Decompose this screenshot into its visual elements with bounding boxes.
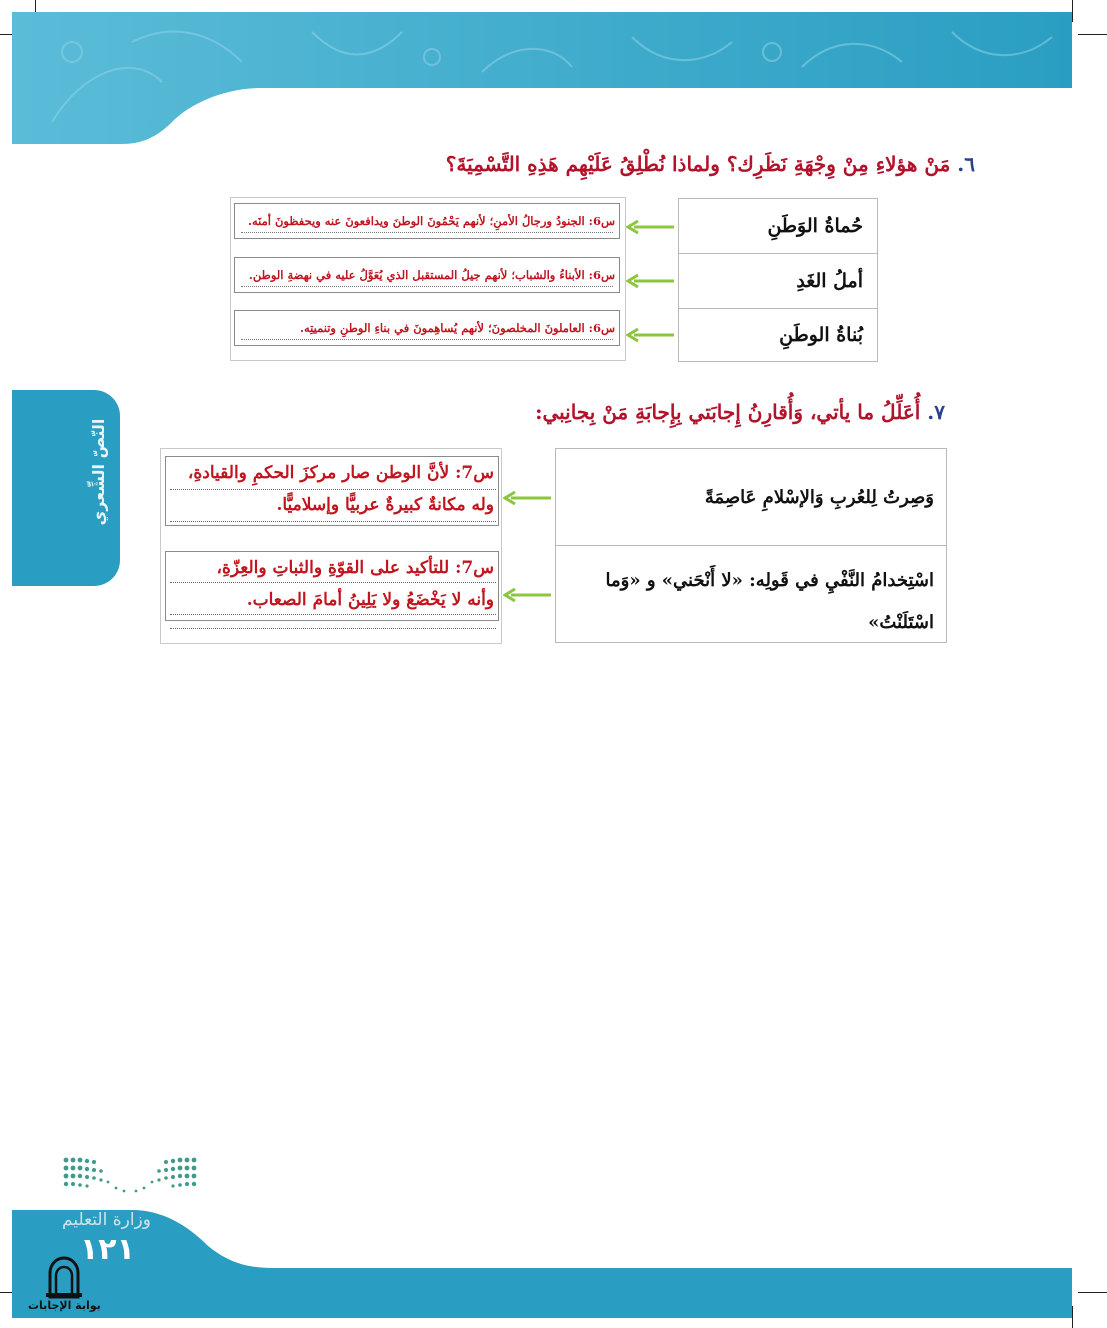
term-label: بُناةُ الوطَنِ <box>779 324 863 346</box>
term-cell <box>678 253 878 309</box>
arrow-left-icon <box>503 491 553 505</box>
portal-label: بوابة الإجابات <box>28 1299 101 1312</box>
term-label: وَصِرتُ لِلعُربِ وَالإسْلامِ عَاصِمَةً <box>704 486 934 508</box>
question-7-heading <box>535 400 945 424</box>
term-cell <box>555 448 947 546</box>
crop-mark <box>1078 34 1107 35</box>
portal-logo-icon <box>42 1255 86 1299</box>
dotted-line <box>170 582 496 583</box>
header-band <box>12 12 1072 144</box>
term-label: اسْتَلَنْتُ» <box>868 612 934 633</box>
question-text: أُعَلِّلُ ما يأتي، وَأُقارِنُ إِجابَتي بِإِجابَةِ مَنْ بِجانِبي: <box>535 400 921 424</box>
question-6-heading <box>446 152 975 176</box>
term-cell <box>555 545 947 643</box>
dotted-line <box>170 614 496 615</box>
term-label: حُماةُ الوَطَنِ <box>767 215 863 237</box>
answer-line: وله مكانةٌ كبيرةٌ عربيًّا وإسلاميًّا. <box>276 495 494 515</box>
dotted-line <box>170 489 496 490</box>
arrow-left-icon <box>503 588 553 602</box>
term-cell <box>678 308 878 362</box>
ministry-name: وزارة التعليم <box>62 1210 151 1230</box>
answer-text: س6: الجنودُ ورجالُ الأمنِ؛ لأنهم يَحْمُونَ الوطنَ ويدافعونَ عنه ويحفظونَ أمنَه. <box>247 214 615 228</box>
answer-text-box <box>165 456 499 526</box>
answer-line: س7: للتأكيد على القوّةِ والثباتِ والعِزّةِ، <box>216 558 494 578</box>
crop-mark <box>1072 1306 1073 1328</box>
crop-mark <box>1072 0 1073 22</box>
dotted-line <box>170 521 496 522</box>
answer-text: س6: العاملونَ المخلصونَ؛ لأنهم يُساهِمونَ في بناءِ الوطنِ وتنميتِه. <box>299 321 615 335</box>
term-label: اسْتِخدامُ النَّفْيِ في قَولِه: «لا أَنْحَني» و «وَما <box>605 570 934 591</box>
answer-line: وأنه لا يَخْضَعُ ولا يَلِينُ أمامَ الصعاب. <box>246 590 494 610</box>
answer-text: س6: الأبناءُ والشباب؛ لأنهم جيلُ المستقبل الذي يُعَوَّلُ عليه في نهضةِ الوطن. <box>248 268 615 282</box>
answer-text-box <box>165 551 499 621</box>
answer-text-box <box>234 310 620 346</box>
arrow-left-icon <box>626 274 676 288</box>
answer-text-box <box>234 203 620 239</box>
side-tab <box>12 390 120 586</box>
question-number: ٧. <box>927 400 945 424</box>
arrow-left-icon <box>626 328 676 342</box>
question-text: مَنْ هؤلاءِ مِنْ وِجْهَةِ نَظَرِك؟ ولماذا نُطْلِقُ عَلَيْهِم هَذِهِ التَّسْمِيَةَ؟ <box>445 152 951 176</box>
term-label: أملُ الغَدِ <box>796 270 863 292</box>
page-number: ١٢١ <box>80 1232 135 1267</box>
question-number: ٦. <box>957 152 975 176</box>
crop-mark <box>1078 1292 1107 1293</box>
dotted-line <box>170 628 496 629</box>
answer-text-box <box>234 257 620 293</box>
answer-line: س7: لأنَّ الوطن صار مركزَ الحكمِ والقيادةِ، <box>187 463 494 483</box>
term-cell <box>678 198 878 254</box>
footer-band <box>12 1210 1072 1318</box>
side-tab-label: النّصّ الشِّعري <box>89 418 108 526</box>
arrow-left-icon <box>626 220 676 234</box>
ministry-logo-icon <box>62 1155 198 1199</box>
